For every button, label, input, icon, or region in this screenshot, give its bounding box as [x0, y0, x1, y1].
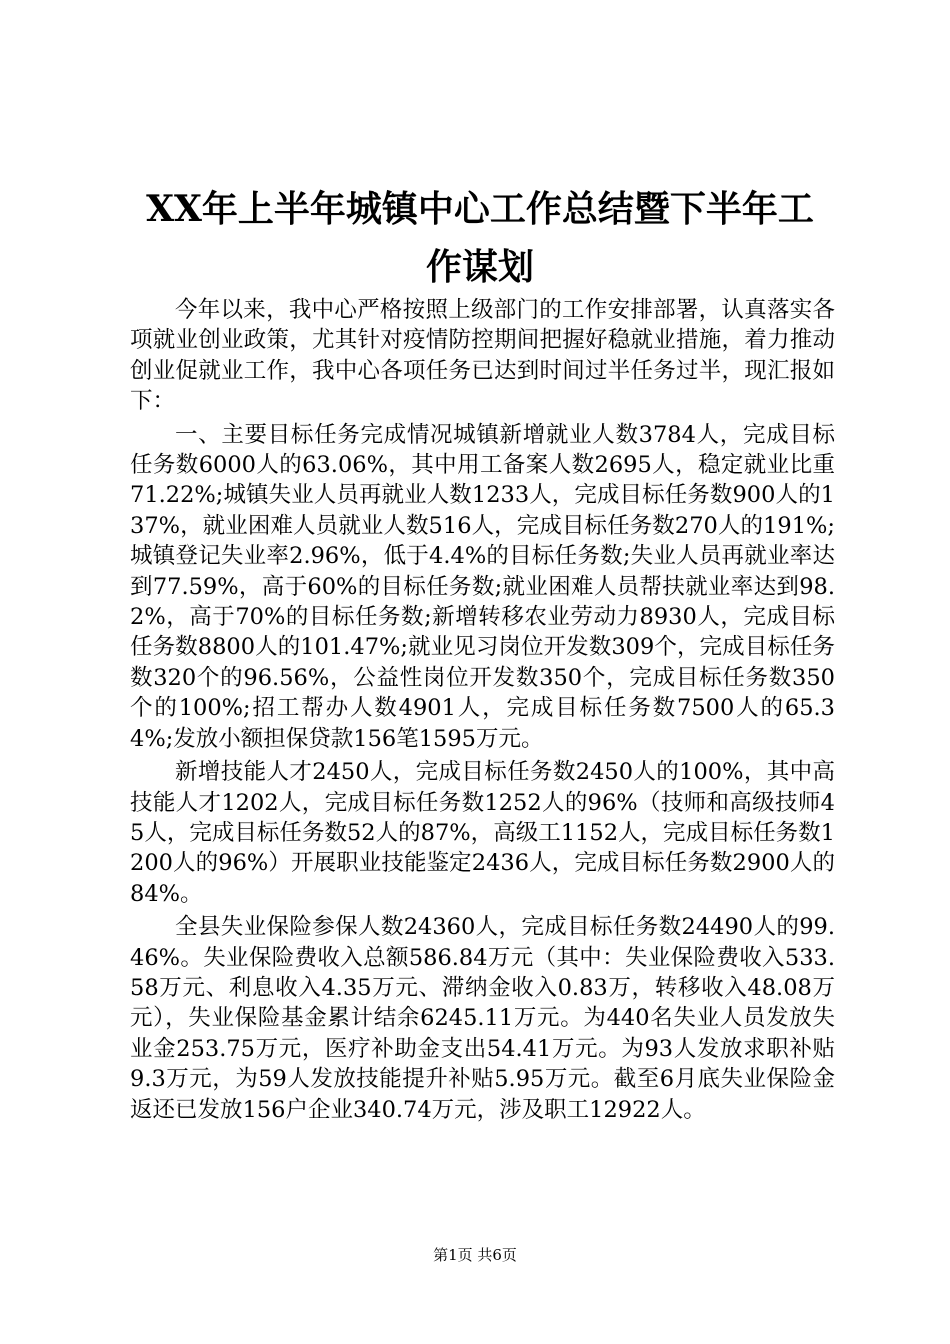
- paragraph-unemployment-insurance: 全县失业保险参保人数24360人，完成目标任务数24490人的99.46%。失业保险费收入总额586.84万元（其中：失业保险费收入533.58万元、利息收入4.35万元、滞纳金收入0.83万，转移收入48.08万元），失业保险基金累计结余6245.11万元。为440名失业人员发放失业金253.75万元，医疗补助金支出54.41万元。为93人发放求职补贴9.3万元，为59人发放技能提升补贴5.95万元。截至6月底失业保险金返还已发放156户企业340.74万元，涉及职工12922人。: [130, 914, 835, 1123]
- paragraph-skill-talent: 新增技能人才2450人，完成目标任务数2450人的100%，其中高技能人才1202人，完成目标任务数1252人的96%（技师和高级技师45人，完成目标任务数52人的87%，高级工1152人，完成目标任务数1200人的96%）开展职业技能鉴定2436人，完成目标任务数2900人的84%。: [130, 759, 835, 907]
- document-title: XX年上半年城镇中心工作总结暨下半年工作谋划: [146, 188, 814, 288]
- paragraph-intro: 今年以来，我中心严格按照上级部门的工作安排部署，认真落实各项就业创业政策，尤其针对疫情防控期间把握好稳就业措施，着力推动创业促就业工作，我中心各项任务已达到时间过半任务过半，现汇报如下：: [130, 297, 835, 415]
- paragraph-main-targets: 一、主要目标任务完成情况城镇新增就业人数3784人，完成目标任务数6000人的63.06%，其中用工备案人数2695人，稳定就业比重71.22%;城镇失业人员再就业人数1233人，完成目标任务数900人的137%，就业困难人员就业人数516人，完成目标任务数270人的191%;城镇登记失业率2.96%，低于4.4%的目标任务数;失业人员再就业率达到77.59%，高于60%的目标任务数;就业困难人员帮扶就业率达到98.2%，高于70%的目标任务数;新增转移农业劳动力8930人，完成目标任务数8800人的101.47%;就业见习岗位开发数309个，完成目标任务数320个的96.56%，公益性岗位开发数350个，完成目标任务数350个的100%;招工帮办人数4901人，完成目标任务数7500人的65.34%;发放小额担保贷款156笔1595万元。: [130, 421, 835, 752]
- page-footer: 第1页 共6页: [433, 1246, 517, 1264]
- document-body: [130, 295, 835, 1128]
